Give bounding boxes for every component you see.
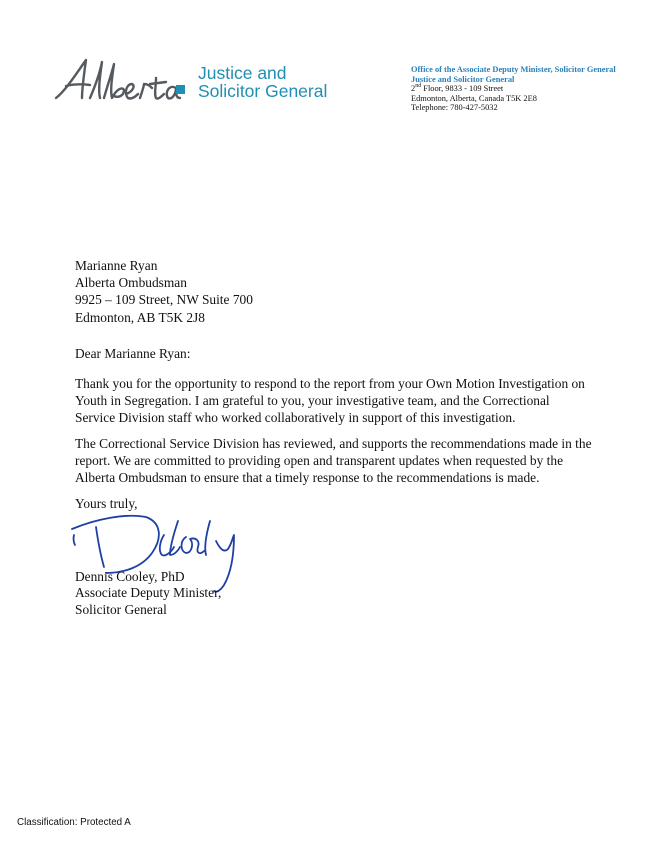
ministry-name	[198, 64, 358, 100]
ministry-name-line1: Justice and	[198, 63, 287, 83]
salutation: Dear Marianne Ryan:	[75, 346, 191, 361]
recipient-title: Alberta Ombudsman	[75, 275, 187, 291]
body-paragraph-1	[75, 376, 595, 426]
closing: Yours truly,	[75, 496, 138, 511]
office-department: Justice and Solicitor General	[411, 74, 515, 84]
floor-ordinal: nd	[415, 83, 422, 90]
recipient-address	[75, 257, 253, 326]
office-title: Office of the Associate Deputy Minister, Solicitor General	[411, 65, 616, 74]
paragraph-line: Alberta Ombudsman to ensure that a timely response to the recommendations is made.	[75, 469, 540, 485]
office-address-block	[411, 65, 641, 113]
paragraph-line: Youth in Segregation. I am grateful to you, your investigative team, and the Correctional	[75, 392, 550, 408]
recipient-name: Marianne Ryan	[75, 258, 158, 273]
paragraph-line: report. We are committed to providing open and transparent updates when requested by the	[75, 452, 564, 468]
paragraph-line: The Correctional Service Division has reviewed, and supports the recommendations made in the	[75, 436, 592, 451]
office-city: Edmonton, Alberta, Canada T5K 2E8	[411, 93, 537, 103]
office-telephone: Telephone: 780-427-5032	[411, 103, 498, 113]
office-street	[411, 84, 641, 94]
logo-square-mark	[176, 85, 185, 94]
paragraph-line: Service Division staff who worked collaboratively in support of this investigation.	[75, 409, 516, 425]
signer-block	[75, 569, 221, 618]
floor-number: 2	[411, 84, 416, 94]
recipient-city: Edmonton, AB T5K 2J8	[75, 309, 205, 325]
ministry-name-line2: Solicitor General	[198, 81, 328, 101]
alberta-logo	[52, 54, 192, 110]
signer-department: Solicitor General	[75, 601, 167, 617]
classification-label: Classification: Protected A	[17, 817, 131, 828]
body-paragraph-2	[75, 436, 595, 486]
paragraph-line: Thank you for the opportunity to respond to the report from your Own Motion Investigation on	[75, 376, 585, 391]
signer-name: Dennis Cooley, PhD	[75, 569, 185, 584]
street-rest: Floor, 9833 - 109 Street	[421, 84, 504, 94]
signer-title: Associate Deputy Minister,	[75, 585, 222, 601]
recipient-street: 9925 – 109 Street, NW Suite 700	[75, 292, 253, 308]
